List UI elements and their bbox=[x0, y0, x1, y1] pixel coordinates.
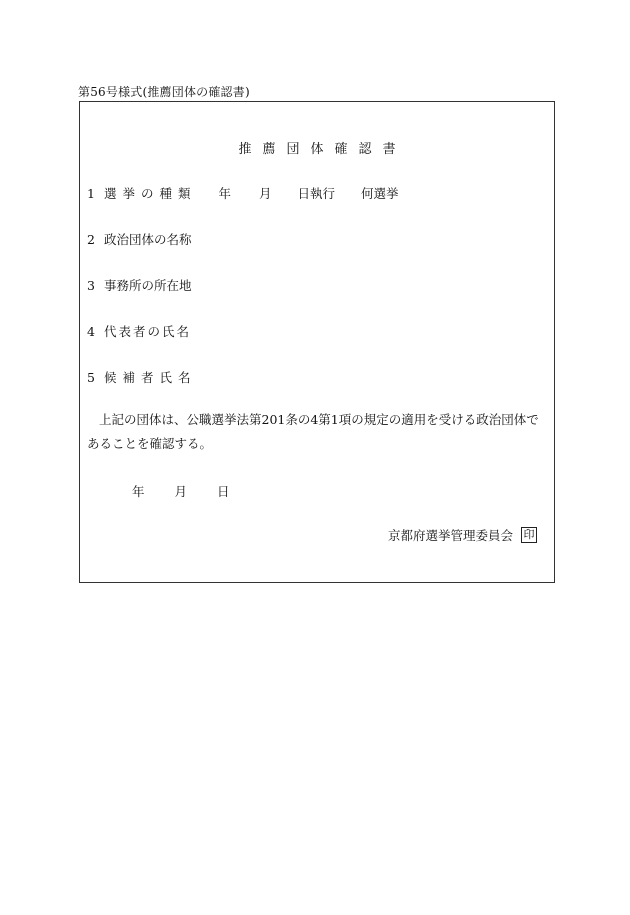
document-title: 推薦団体確認書 bbox=[238, 142, 407, 157]
item-number: 3 bbox=[87, 278, 95, 293]
item-label: 候補者氏名 bbox=[104, 370, 197, 385]
election-month: 月 bbox=[259, 186, 272, 201]
election-year: 年 bbox=[218, 186, 232, 201]
election-date bbox=[201, 186, 399, 201]
item-number: 4 bbox=[87, 324, 95, 339]
seal-mark: 印 bbox=[521, 527, 537, 543]
form-number-label: 第56号様式(推薦団体の確認書) bbox=[78, 85, 250, 99]
confirmation-statement: 上記の団体は、公職選挙法第201条の4第1項の規定の適用を受ける政治団体であることを確認する。 bbox=[87, 412, 539, 451]
item-candidate-name bbox=[87, 368, 197, 386]
item-label: 代表者の氏名 bbox=[104, 324, 192, 339]
item-label: 選挙の種類 bbox=[104, 186, 197, 201]
certificate-frame bbox=[79, 101, 555, 583]
election-name: 何選挙 bbox=[361, 186, 399, 201]
date-year: 年 bbox=[132, 484, 145, 499]
item-group-name bbox=[87, 230, 192, 248]
item-election-type bbox=[87, 184, 399, 202]
item-number: 5 bbox=[87, 370, 95, 385]
issuer-name: 京都府選挙管理委員会 bbox=[387, 528, 513, 543]
item-representative-name bbox=[87, 322, 191, 340]
item-label: 政治団体の名称 bbox=[104, 232, 192, 247]
date-month: 月 bbox=[174, 484, 188, 499]
date-day: 日 bbox=[217, 484, 230, 499]
item-number: 2 bbox=[87, 232, 95, 247]
item-label: 事務所の所在地 bbox=[104, 278, 192, 293]
item-number: 1 bbox=[87, 186, 95, 201]
election-day: 日執行 bbox=[297, 186, 336, 201]
issuer bbox=[388, 526, 537, 544]
confirmation-date bbox=[132, 482, 230, 500]
item-office-address bbox=[87, 276, 192, 294]
